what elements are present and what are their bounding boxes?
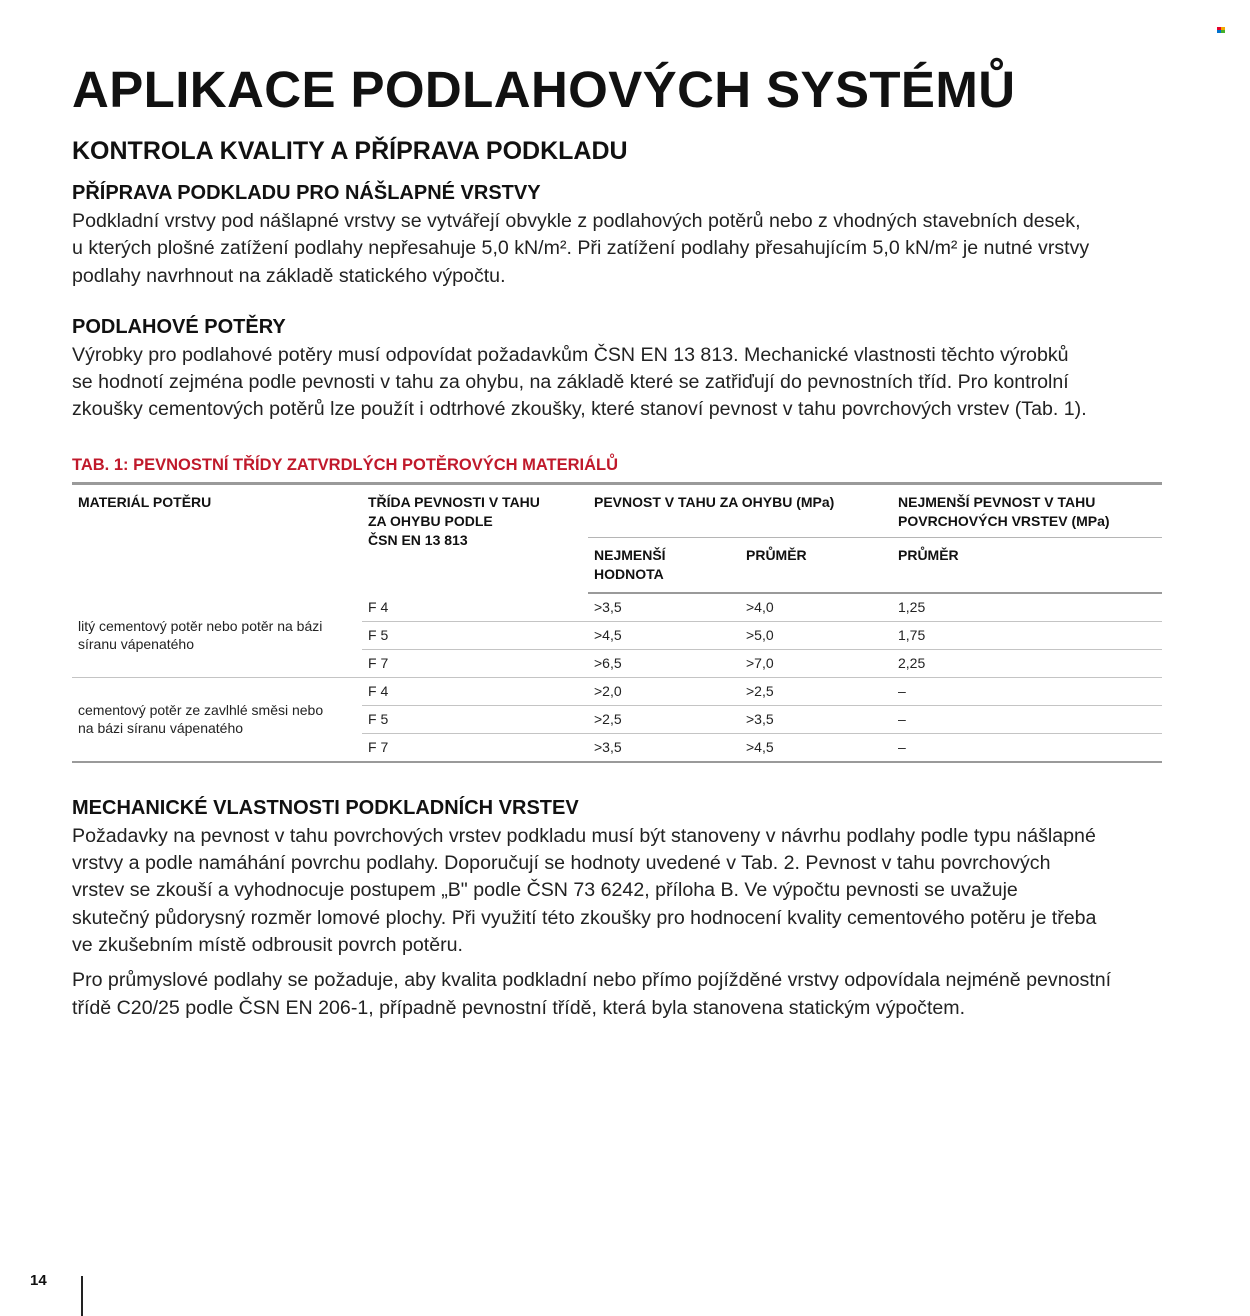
- cell-surface: –: [892, 677, 1162, 705]
- col-header-class: TŘÍDA PEVNOSTI V TAHU ZA OHYBU PODLE ČSN EN 13 813: [368, 493, 540, 548]
- page-subtitle: KONTROLA KVALITY A PŘÍPRAVA PODKLADU: [72, 137, 628, 165]
- section-mechanical: [72, 793, 1162, 1022]
- section-heading-screeds: PODLAHOVÉ POTĚRY: [72, 315, 286, 338]
- cell-min: >4,5: [588, 621, 740, 649]
- cell-min: >2,5: [588, 705, 740, 733]
- page-title: APLIKACE PODLAHOVÝCH SYSTÉMŮ: [72, 61, 1016, 118]
- cell-surface: 2,25: [892, 649, 1162, 677]
- page-divider: [81, 1276, 83, 1316]
- col-header-surface: NEJMENŠÍ PEVNOST V TAHU POVRCHOVÝCH VRSTEV (MPa): [898, 493, 1110, 529]
- cell-class: F 4: [362, 593, 588, 622]
- cell-class: F 4: [362, 677, 588, 705]
- cell-min: >6,5: [588, 649, 740, 677]
- col-header-material: MATERIÁL POTĚRU: [78, 493, 212, 510]
- cell-surface: –: [898, 739, 906, 756]
- cell-avg: >5,0: [740, 621, 892, 649]
- cell-avg: >4,0: [740, 593, 892, 622]
- section-heading-substrate-prep: PŘÍPRAVA PODKLADU PRO NÁŠLAPNÉ VRSTVY: [72, 182, 541, 204]
- strength-class-table: [72, 482, 1162, 763]
- table-header-row: [72, 483, 1162, 537]
- table-title: TAB. 1: PEVNOSTNÍ TŘÍDY ZATVRDLÝCH POTĚROVÝCH MATERIÁLŮ: [72, 455, 619, 474]
- section-screeds: [72, 312, 1162, 424]
- cell-avg: >7,0: [740, 649, 892, 677]
- cell-class: F 5: [362, 705, 588, 733]
- cell-avg: >2,5: [740, 677, 892, 705]
- brand-mark-icon: [1217, 27, 1225, 33]
- cell-avg: >3,5: [740, 705, 892, 733]
- cell-class: F 5: [362, 621, 588, 649]
- section-paragraph-substrate-prep: Podkladní vrstvy pod nášlapné vrstvy se vytvářejí obvykle z podlahových potěrů nebo z vhodných stavebních desek, u kterých plošné zatížení podlahy nepřesahuje 5,0 kN/m². Při zatížení podlahy přesahujícím 5,0 kN/m² je nutné vrstvy podlahy navrhnout na základě statického výpočtu.: [72, 210, 1090, 287]
- cell-material: cementový potěr ze zavlhlé směsi nebo na bázi síranu vápenatého: [78, 702, 324, 737]
- cell-class: F 7: [368, 739, 389, 756]
- section-paragraph-mechanical-1: Požadavky na pevnost v tahu povrchových vrstev podkladu musí být stanoveny v návrhu podlahy podle typu nášlapné vrstvy a podle namáhání povrchu podlahy. Doporučují se hodnoty uvedené v Tab. 2. Pevnost v tahu povrchových vrstev se zkouší a vyhodnocuje postupem „B" podle ČSN 73 6242, příloha B. Ve výpočtu pevnosti se uvažuje skutečný půdorysný rozměr lomové plochy. Při využití této zkoušky pro hodnocení kvality cementového potěru je třeba ve zkušebním místě odbrousit povrch potěru.: [72, 824, 1097, 956]
- page-number: 14: [30, 1272, 47, 1289]
- col-header-average: PRŮMĚR: [740, 537, 892, 593]
- page-content: [72, 58, 1162, 1022]
- cell-surface: 1,75: [892, 621, 1162, 649]
- section-paragraph-screeds: Výrobky pro podlahové potěry musí odpovídat požadavkům ČSN EN 13 813. Mechanické vlastnosti těchto výrobků se hodnotí zejména podle pevnosti v tahu za ohybu, na základě které se zatřiďují do pevnostních tříd. Pro kontrolní zkoušky cementových potěrů lze použít i odtrhové zkoušky, které stanoví pevnost v tahu povrchových vrstev (Tab. 1).: [72, 343, 1087, 421]
- col-header-surface-average: PRŮMĚR: [892, 537, 1162, 593]
- col-header-bending: PEVNOST V TAHU ZA OHYBU (MPa): [594, 493, 835, 510]
- section-heading-mechanical: MECHANICKÉ VLASTNOSTI PODKLADNÍCH VRSTEV: [72, 796, 579, 819]
- cell-surface: –: [892, 705, 1162, 733]
- col-header-min-value: NEJMENŠÍ HODNOTA: [588, 537, 740, 593]
- section-paragraph-mechanical-2: Pro průmyslové podlahy se požaduje, aby kvalita podkladní nebo přímo pojížděné vrstvy odpovídala nejméně pevnostní třídě C20/25 podle ČSN EN 206-1, případně pevnostní třídě, která byla stanovena statickým výpočtem.: [72, 969, 1112, 1019]
- cell-min: >3,5: [588, 593, 740, 622]
- cell-class: F 7: [362, 649, 588, 677]
- cell-min: >2,0: [588, 677, 740, 705]
- table-row: [72, 593, 1162, 622]
- cell-min: >3,5: [594, 739, 622, 756]
- table-row: [72, 677, 1162, 705]
- cell-material: litý cementový potěr nebo potěr na bázi síranu vápenatého: [72, 593, 362, 678]
- cell-avg: >4,5: [746, 739, 774, 756]
- cell-surface: 1,25: [892, 593, 1162, 622]
